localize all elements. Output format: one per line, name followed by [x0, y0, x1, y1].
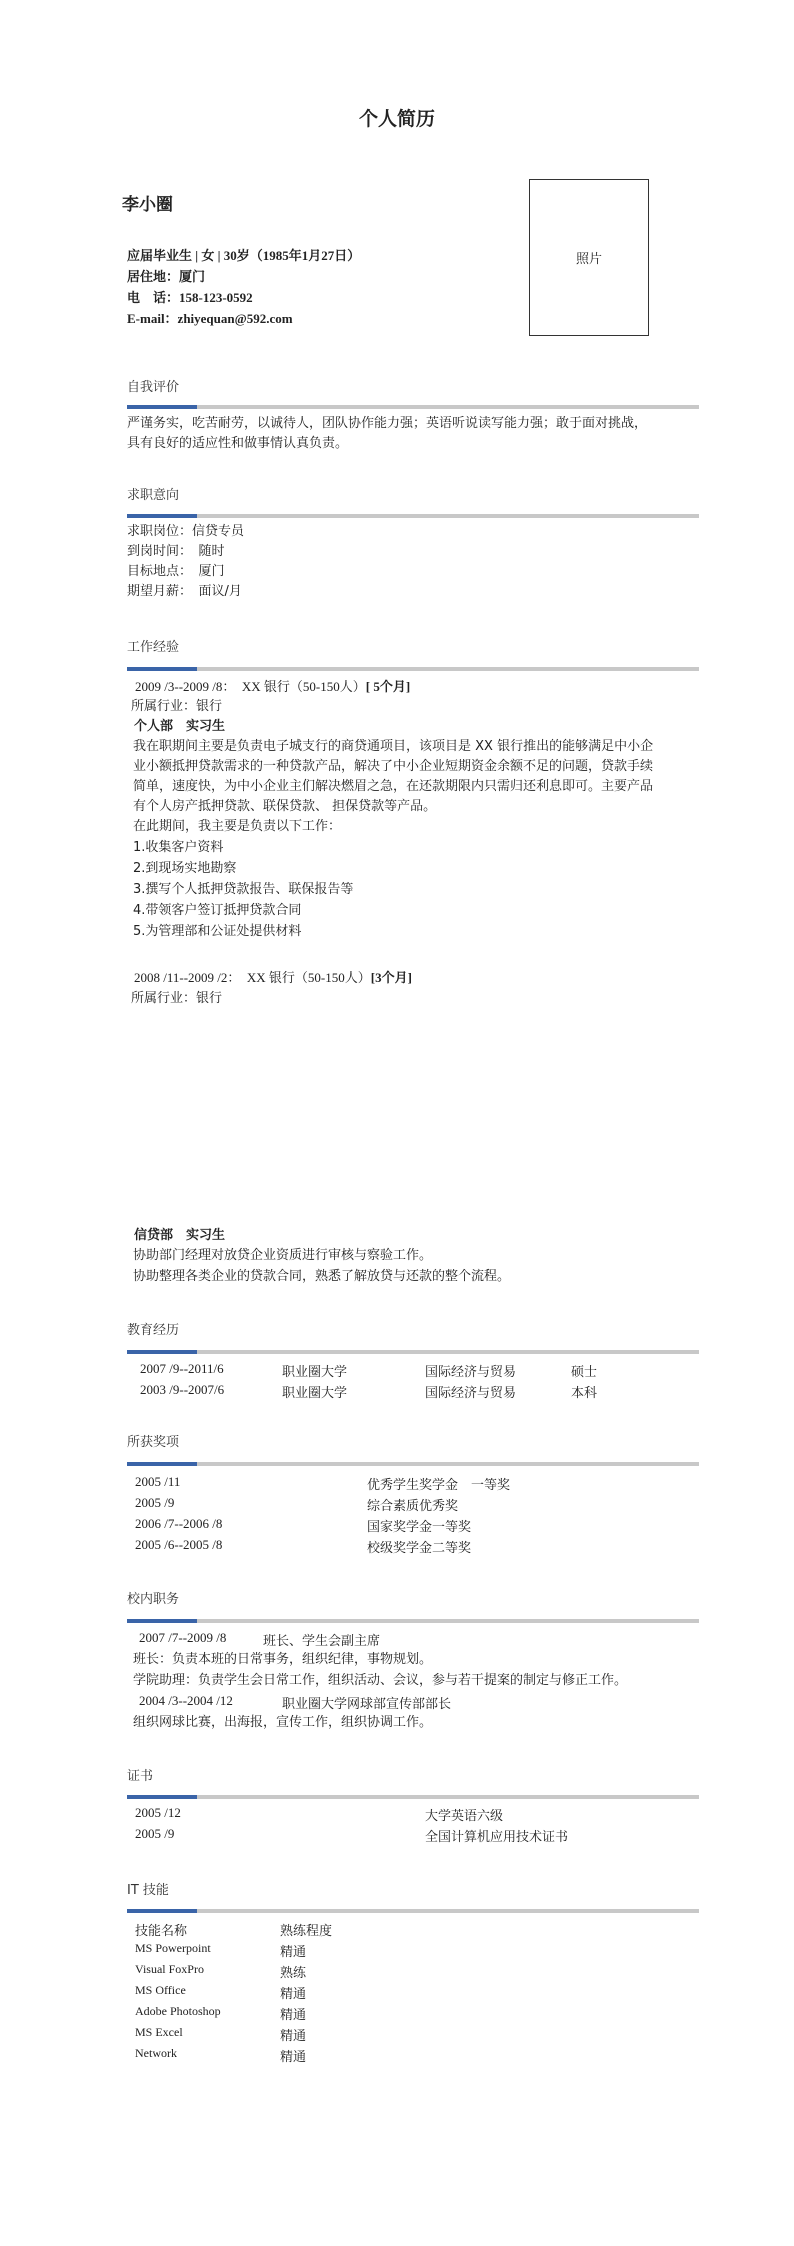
section-title-it: IT 技能	[127, 1883, 169, 1898]
section-title-certs: 证书	[127, 1769, 154, 1784]
job2-desc: 协助整理各类企业的贷款合同，熟悉了解放贷与还款的整个流程。	[133, 1269, 511, 1284]
it-header-name: 技能名称	[135, 1924, 188, 1939]
job1-desc: 有个人房产抵押贷款、联保贷款、 担保贷款等产品。	[133, 799, 437, 814]
award-date: 2006 /7--2006 /8	[135, 1516, 223, 1531]
edu-major: 国际经济与贸易	[425, 1365, 517, 1380]
it-skill-name: MS Powerpoint	[135, 1941, 211, 1955]
intent-salary: 期望月薪： 面议/月	[127, 584, 242, 599]
campus-desc: 学院助理：负责学生会日常工作，组织活动、会议，参与若干提案的制定与修正工作。	[133, 1673, 628, 1688]
section-rule	[127, 1909, 699, 1913]
cert-name: 全国计算机应用技术证书	[425, 1830, 569, 1845]
award-name: 校级奖学金二等奖	[367, 1541, 472, 1556]
campus-desc: 班长：负责本班的日常事务，组织纪律，事物规划。	[133, 1652, 433, 1667]
edu-major: 国际经济与贸易	[425, 1386, 517, 1401]
campus-role: 职业圈大学网球部宣传部部长	[282, 1697, 452, 1712]
section-rule	[127, 667, 699, 671]
edu-school: 职业圈大学	[282, 1365, 348, 1380]
cert-name: 大学英语六级	[425, 1809, 504, 1824]
section-title-awards: 所获奖项	[127, 1435, 180, 1450]
job1-task: 2.到现场实地勘察	[133, 861, 237, 876]
photo-placeholder	[529, 179, 649, 336]
it-skill-name: MS Office	[135, 1983, 186, 1997]
job2-role: 信贷部 实习生	[134, 1228, 226, 1243]
job1-task: 5.为管理部和公证处提供材料	[133, 924, 302, 939]
it-skill-level: 熟练	[280, 1966, 307, 1981]
section-rule	[127, 1619, 699, 1623]
basic-info-line: 应届毕业生 | 女 | 30岁（1985年1月27日）	[127, 248, 361, 263]
section-title-self-eval: 自我评价	[127, 380, 180, 395]
it-header-level: 熟练程度	[280, 1924, 333, 1939]
phone-line: 电 话：158-123-0592	[127, 290, 253, 305]
job1-industry: 所属行业：银行	[131, 699, 223, 714]
job2-desc: 协助部门经理对放贷企业资质进行审核与察验工作。	[133, 1248, 433, 1263]
it-skill-level: 精通	[280, 2050, 307, 2065]
document-title: 个人简历	[358, 108, 435, 130]
job1-desc: 业小额抵押贷款需求的一种贷款产品，解决了中小企业短期资金余额不足的问题，贷款手续	[133, 759, 654, 774]
section-rule	[127, 1795, 699, 1799]
job1-role: 个人部 实习生	[134, 719, 226, 734]
it-skill-name: Adobe Photoshop	[135, 2004, 221, 2018]
section-rule	[127, 405, 699, 409]
edu-degree: 硕士	[571, 1365, 598, 1380]
award-date: 2005 /11	[135, 1474, 181, 1489]
edu-dates: 2003 /9--2007/6	[140, 1382, 225, 1397]
intent-start: 到岗时间： 随时	[127, 544, 225, 559]
job1-desc: 我在职期间主要是负责电子城支行的商贷通项目，该项目是 XX 银行推出的能够满足中小企	[133, 739, 654, 754]
section-rule	[127, 1462, 699, 1466]
section-rule	[127, 514, 699, 518]
campus-role: 班长、学生会副主席	[263, 1634, 381, 1649]
self-eval-line: 具有良好的适应性和做事情认真负责。	[127, 436, 349, 451]
cert-date: 2005 /12	[135, 1805, 181, 1820]
it-skill-name: Network	[135, 2046, 177, 2060]
it-skill-level: 精通	[280, 1945, 307, 1960]
award-name: 优秀学生奖学金 一等奖	[367, 1478, 511, 1493]
campus-dates: 2007 /7--2009 /8	[139, 1630, 227, 1645]
self-eval-line: 严谨务实，吃苦耐劳，以诚待人，团队协作能力强；英语听说读写能力强；敢于面对挑战，	[127, 416, 648, 431]
campus-desc: 组织网球比赛，出海报，宣传工作，组织协调工作。	[133, 1715, 433, 1730]
award-date: 2005 /9	[135, 1495, 175, 1510]
job2-dates: 2008 /11--2009 /2： XX 银行（50-150人）	[134, 970, 371, 985]
cert-date: 2005 /9	[135, 1826, 175, 1841]
edu-dates: 2007 /9--2011/6	[140, 1361, 224, 1376]
section-title-work: 工作经验	[127, 640, 180, 655]
section-title-campus: 校内职务	[127, 1592, 180, 1607]
section-title-education: 教育经历	[127, 1323, 180, 1338]
email-line: E-mail：zhiyequan@592.com	[127, 311, 293, 326]
job2-header	[134, 968, 412, 989]
job1-desc: 在此期间，我主要是负责以下工作：	[133, 819, 342, 834]
award-name: 国家奖学金一等奖	[367, 1520, 472, 1535]
it-skill-level: 精通	[280, 2008, 307, 2023]
edu-school: 职业圈大学	[282, 1386, 348, 1401]
intent-position: 求职岗位：信贷专员	[127, 524, 245, 539]
it-skill-level: 精通	[280, 2029, 307, 2044]
section-title-intent: 求职意向	[127, 488, 180, 503]
candidate-name: 李小圈	[122, 195, 173, 215]
job2-duration: [3个月]	[370, 970, 412, 985]
job1-dates: 2009 /3--2009 /8： XX 银行（50-150人）	[135, 679, 366, 694]
campus-dates: 2004 /3--2004 /12	[139, 1693, 233, 1708]
it-skill-name: Visual FoxPro	[135, 1962, 204, 1976]
job1-task: 3.撰写个人抵押贷款报告、联保报告等	[133, 882, 354, 897]
photo-label: 照片	[575, 252, 602, 267]
award-name: 综合素质优秀奖	[367, 1499, 459, 1514]
job2-industry: 所属行业：银行	[131, 991, 223, 1006]
edu-degree: 本科	[571, 1386, 598, 1401]
job1-task: 4.带领客户签订抵押贷款合同	[133, 903, 302, 918]
job1-duration: [ 5个月]	[365, 679, 411, 694]
job1-header	[135, 677, 410, 698]
it-skill-level: 精通	[280, 1987, 307, 2002]
location-line: 居住地：厦门	[127, 269, 206, 284]
award-date: 2005 /6--2005 /8	[135, 1537, 223, 1552]
intent-location: 目标地点： 厦门	[127, 564, 225, 579]
job1-desc: 简单，速度快，为中小企业主们解决燃眉之急，在还款期限内只需归还利息即可。主要产品	[133, 779, 654, 794]
it-skill-name: MS Excel	[135, 2025, 183, 2039]
section-rule	[127, 1350, 699, 1354]
job1-task: 1.收集客户资料	[133, 840, 224, 855]
